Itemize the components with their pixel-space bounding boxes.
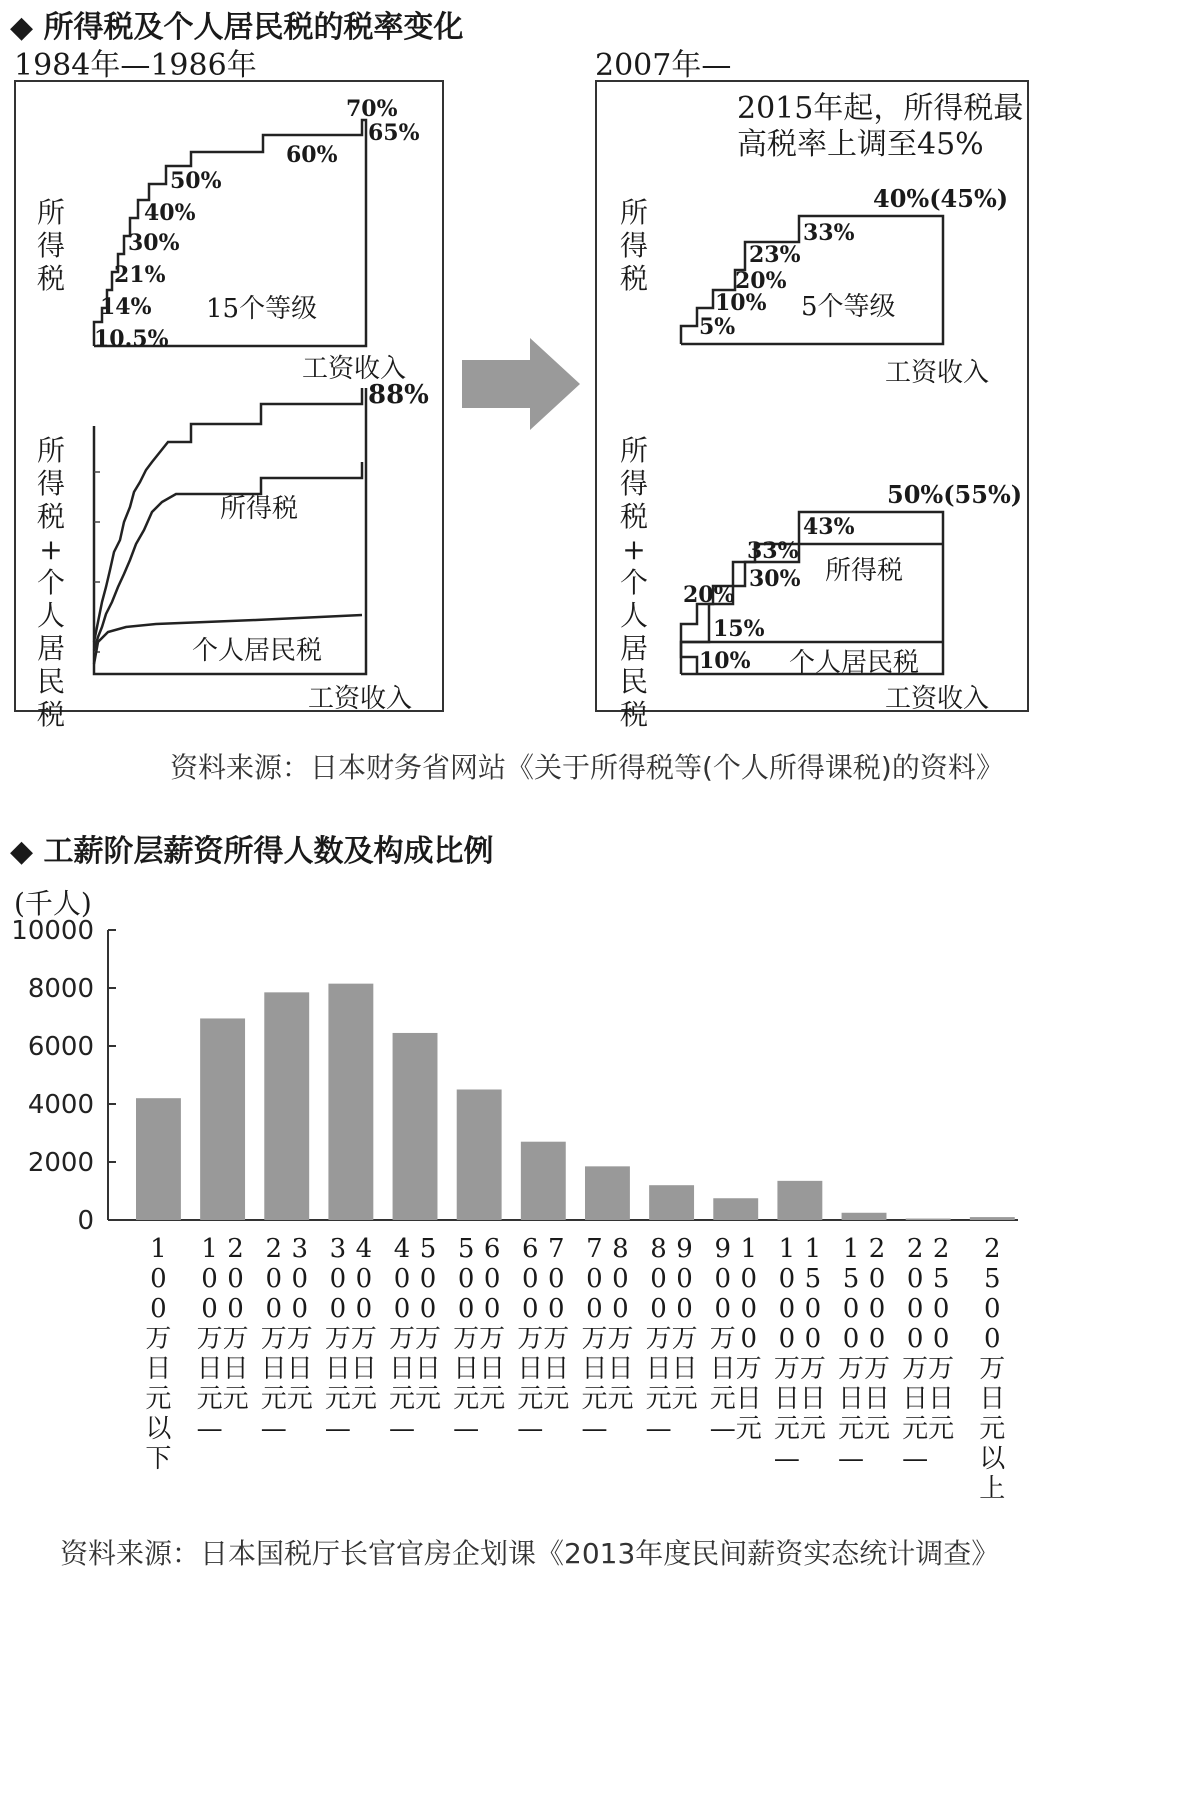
left-top-brackets: 15个等级 (206, 294, 318, 324)
bar (264, 992, 309, 1220)
y-tick-label: 6000 (27, 1032, 94, 1062)
x-tick-label: 3 0 0 万 日 元 — 4 0 0 万 日 元 (324, 1234, 377, 1444)
x-tick-label: 6 0 0 万 日 元 — 7 0 0 万 日 元 (517, 1234, 570, 1444)
bar (136, 1098, 181, 1220)
right-bottom-xlabel: 工资收入 (885, 684, 990, 714)
section2-source: 资料来源：日本国税厅长官官房企划课《2013年度民间薪资实态统计调查》 (60, 1537, 1000, 1570)
x-tick-label: 5 0 0 万 日 元 — 6 0 0 万 日 元 (453, 1234, 506, 1444)
bar (842, 1213, 887, 1220)
right-arrow-icon (458, 336, 586, 436)
left-period-label: 1984年—1986年 (14, 48, 257, 83)
bar (777, 1181, 822, 1220)
right-rate-label: 20% (735, 268, 787, 294)
section1-heading: ◆ 所得税及个人居民税的税率变化 (10, 10, 464, 45)
right-rate-label: 40%(45%) (873, 184, 1009, 213)
x-tick-label: 7 0 0 万 日 元 — 8 0 0 万 日 元 (581, 1234, 634, 1444)
chart-ylabel: (千人) (14, 887, 92, 920)
left-bottom-resident-label: 个人居民税 (192, 636, 323, 666)
bar-chart (0, 910, 1194, 1250)
right-note-line1: 2015年起，所得税最 (737, 91, 1024, 126)
y-tick-label: 4000 (27, 1090, 94, 1120)
y-tick-label: 8000 (27, 974, 94, 1004)
bar (328, 984, 373, 1220)
left-bottom-ylabel: 所 得 税 + 个 人 居 民 税 (36, 434, 65, 731)
section1-source: 资料来源：日本财务省网站《关于所得税等(个人所得课税)的资料》 (170, 751, 1004, 784)
right-bottom-rate: 15% (713, 616, 765, 642)
x-tick-label: 8 0 0 万 日 元 — 9 0 0 万 日 元 (645, 1234, 698, 1444)
right-bottom-ylabel: 所 得 税 + 个 人 居 民 税 (619, 434, 648, 731)
x-tick-label: 2 0 0 0 万 日 元 — 2 5 0 0 万 日 元 (902, 1234, 955, 1474)
x-axis-categories (0, 1234, 1194, 1514)
left-bottom-xlabel: 工资收入 (308, 684, 413, 714)
x-tick-label: 4 0 0 万 日 元 — 5 0 0 万 日 元 (389, 1234, 442, 1444)
right-rate-label: 23% (749, 242, 801, 268)
bar (393, 1033, 438, 1220)
left-rate-label: 30% (128, 230, 180, 256)
left-top-xlabel: 工资收入 (302, 354, 407, 384)
x-tick-label: 9 0 0 万 日 元 — 1 0 0 0 万 日 元 (709, 1234, 762, 1444)
bar (713, 1198, 758, 1220)
left-panel (14, 80, 444, 731)
bar (970, 1217, 1015, 1220)
left-rate-label: 21% (114, 262, 166, 288)
bar (457, 1090, 502, 1221)
right-note-line2: 高税率上调至45% (737, 127, 984, 162)
left-bottom-income-label: 所得税 (220, 494, 299, 524)
y-tick-label: 0 (77, 1206, 94, 1236)
x-tick-label: 1 0 0 万 日 元 以 下 (145, 1234, 172, 1474)
y-tick-label: 10000 (11, 916, 94, 946)
x-tick-label: 2 5 0 0 万 日 元 以 上 (979, 1234, 1006, 1504)
x-tick-label: 1 0 0 0 万 日 元 — 1 5 0 0 万 日 元 (773, 1234, 826, 1474)
left-rate-label: 60% (286, 142, 338, 168)
left-rate-label: 14% (100, 294, 152, 320)
right-bottom-rate: 43% (803, 514, 855, 540)
left-rate-label: 40% (144, 200, 196, 226)
bar (649, 1185, 694, 1220)
x-tick-label: 2 0 0 万 日 元 — 3 0 0 万 日 元 (260, 1234, 313, 1444)
right-panel (595, 80, 1029, 731)
right-bottom-rate: 20% (683, 582, 735, 608)
bar (521, 1142, 566, 1220)
right-rate-label: 10% (715, 290, 767, 316)
bar (906, 1219, 951, 1220)
right-rate-label: 33% (803, 220, 855, 246)
right-top-xlabel: 工资收入 (885, 358, 990, 388)
right-bottom-rate: 33% (747, 538, 799, 564)
left-bottom-top-rate: 88% (368, 380, 429, 410)
right-bottom-income-label: 所得税 (825, 556, 904, 586)
left-top-ylabel: 所 得 税 (36, 196, 65, 295)
section2-heading: ◆ 工薪阶层薪资所得人数及构成比例 (10, 834, 494, 869)
right-bottom-rate: 30% (749, 566, 801, 592)
left-rate-label: 10.5% (94, 326, 169, 352)
right-bottom-rate: 10% (699, 648, 751, 674)
right-top-ylabel: 所 得 税 (619, 196, 648, 295)
left-rate-label: 65% (368, 120, 420, 146)
right-top-brackets: 5个等级 (801, 292, 896, 322)
x-tick-label: 1 5 0 0 万 日 元 — 2 0 0 0 万 日 元 (838, 1234, 891, 1474)
y-tick-label: 2000 (27, 1148, 94, 1178)
x-tick-label: 1 0 0 万 日 元 — 2 0 0 万 日 元 (196, 1234, 249, 1444)
left-rate-label: 70% (346, 96, 398, 122)
bar (200, 1018, 245, 1220)
right-panel-graph (597, 82, 1027, 710)
bar (585, 1166, 630, 1220)
right-period-label: 2007年— (595, 48, 732, 83)
right-bottom-rate: 50%(55%) (887, 480, 1023, 509)
left-rate-label: 50% (170, 168, 222, 194)
right-rate-label: 5% (699, 314, 736, 340)
right-bottom-resident-label: 个人居民税 (789, 648, 920, 678)
